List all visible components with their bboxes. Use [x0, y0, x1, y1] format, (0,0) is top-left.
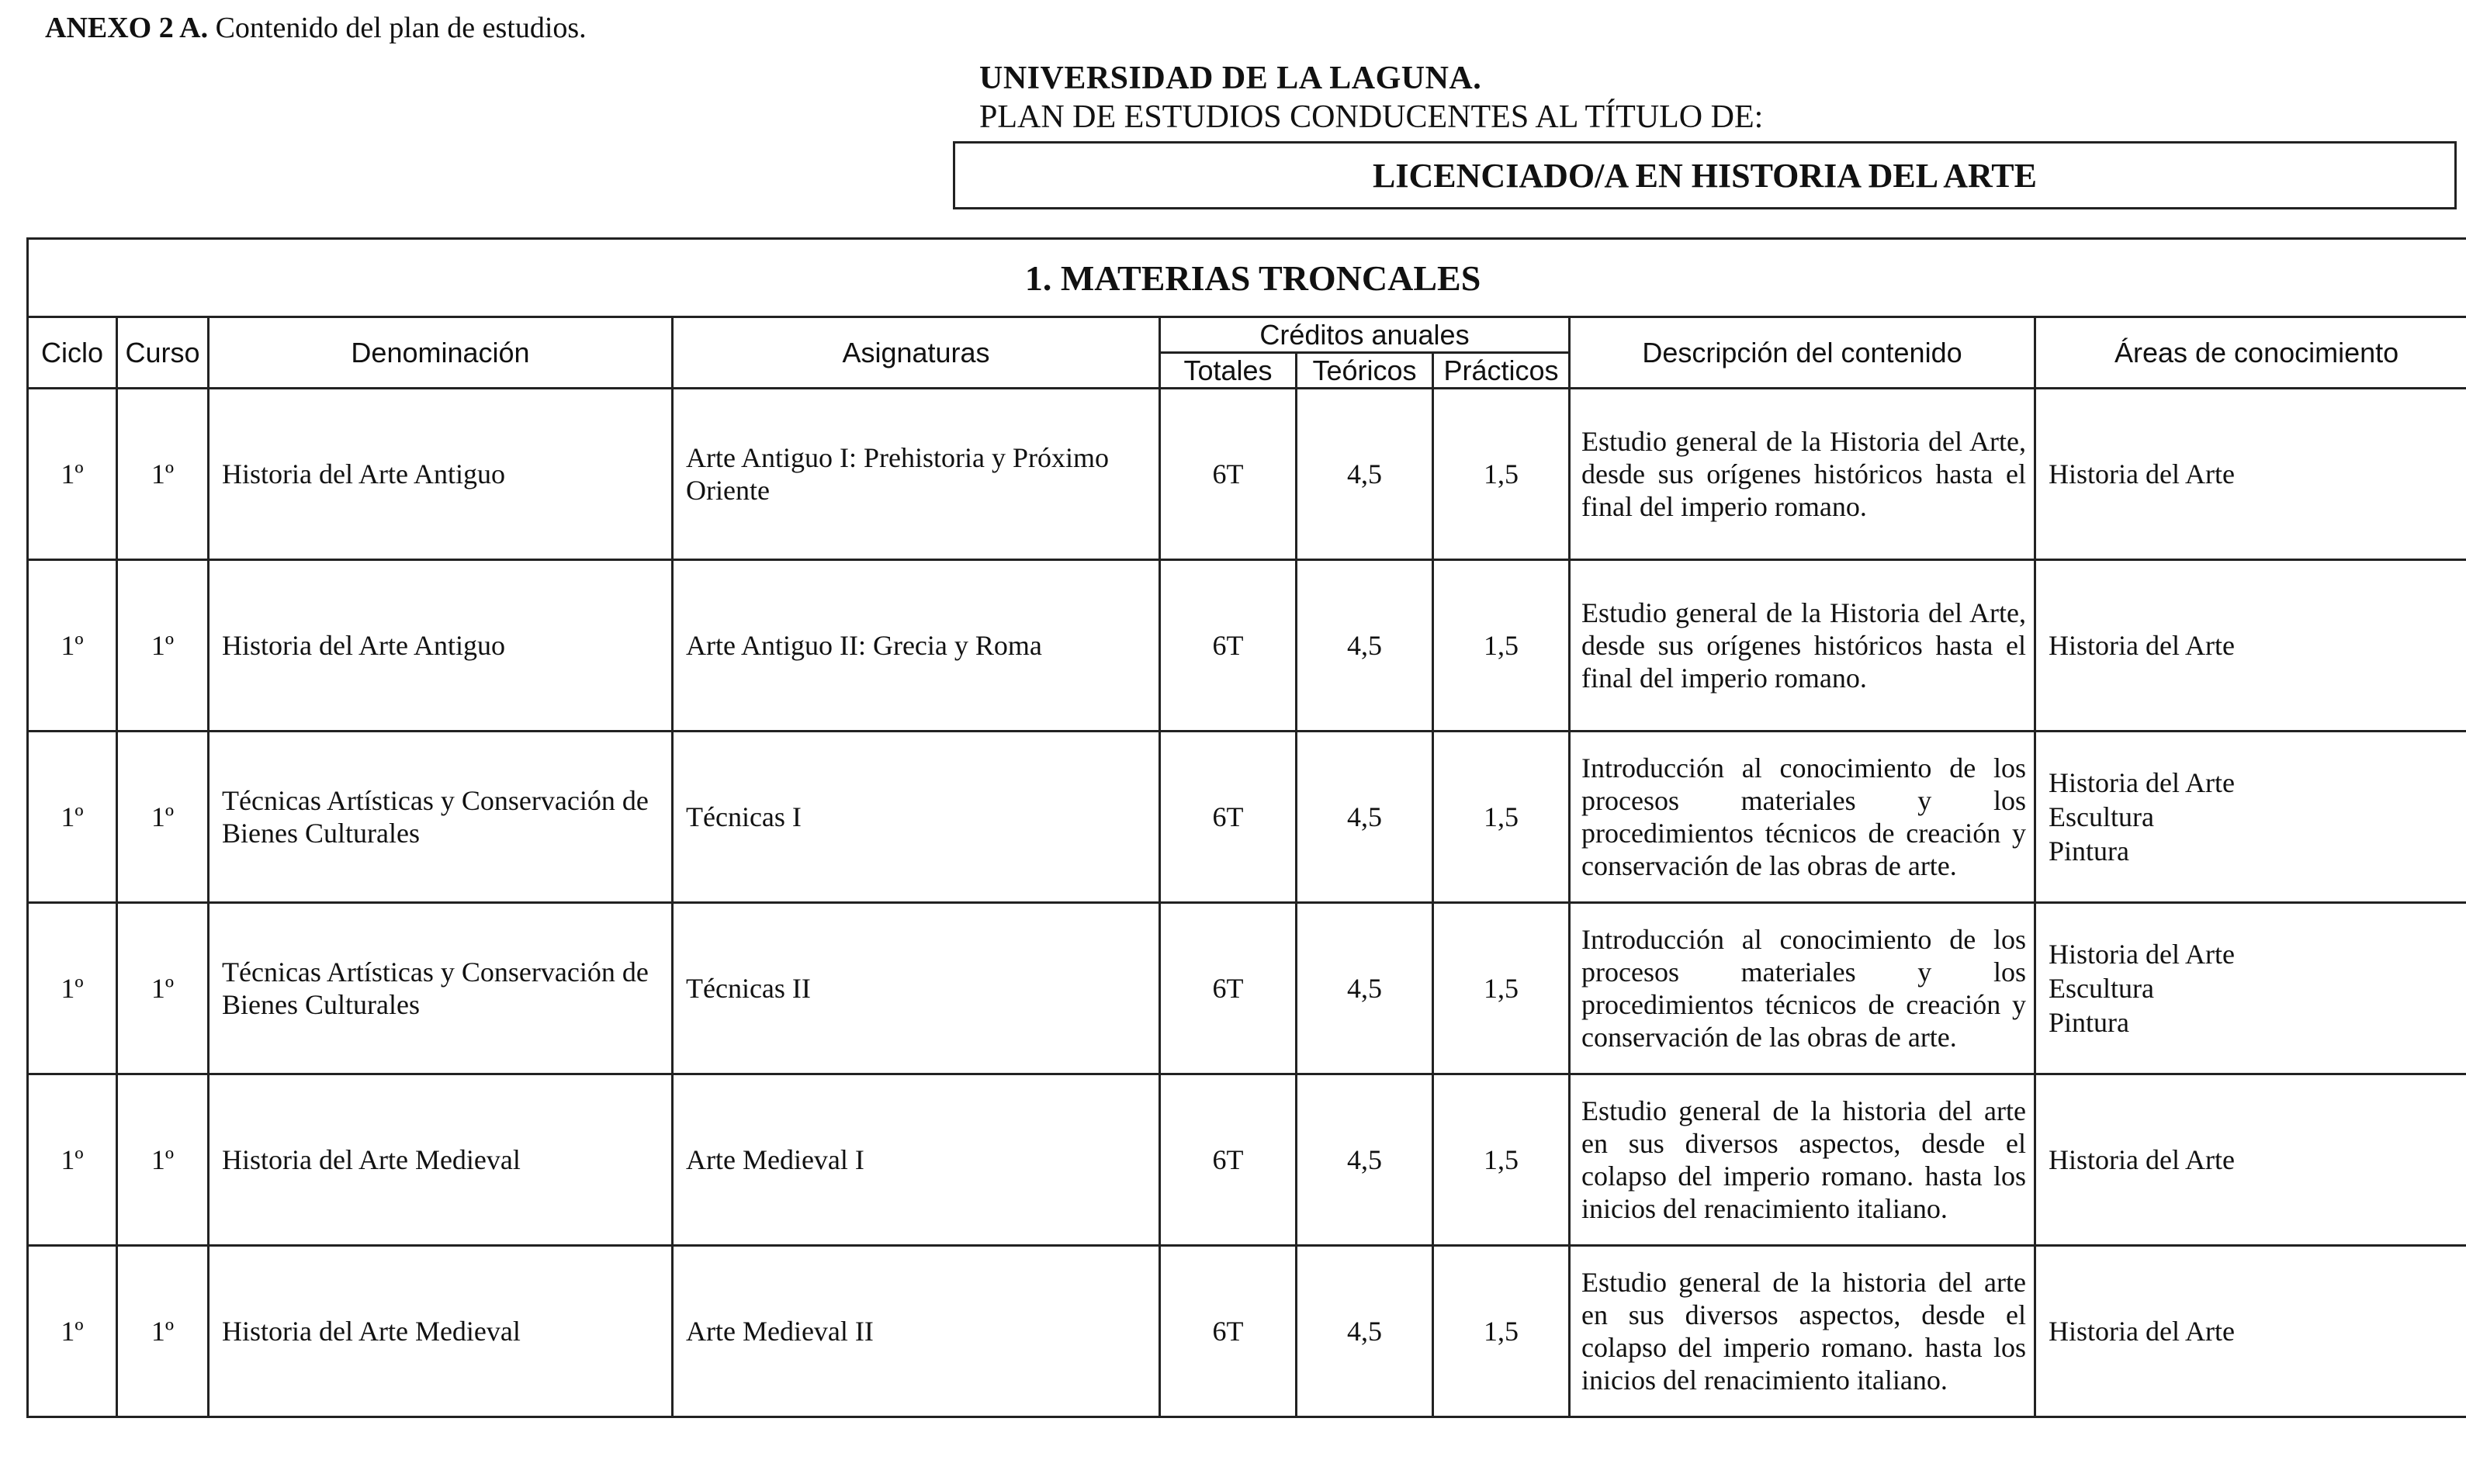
cell-denominacion: Historia del Arte Antiguo — [209, 560, 673, 732]
section-title: 1. MATERIAS TRONCALES — [28, 239, 2466, 317]
cell-asignatura: Técnicas II — [673, 903, 1160, 1074]
area-item: Escultura — [2049, 973, 2154, 1004]
cell-curso: 1º — [117, 1246, 209, 1417]
subjects-table — [26, 237, 2466, 1418]
cell-asignatura: Arte Medieval I — [673, 1074, 1160, 1246]
area-item: Historia del Arte — [2049, 767, 2235, 798]
cell-teoricos: 4,5 — [1297, 903, 1433, 1074]
cell-ciclo: 1º — [28, 1074, 117, 1246]
cell-practicos: 1,5 — [1433, 389, 1570, 560]
table-row — [28, 560, 2466, 732]
cell-denominacion: Historia del Arte Medieval — [209, 1074, 673, 1246]
header-areas: Áreas de conocimiento — [2035, 317, 2466, 389]
university-name: UNIVERSIDAD DE LA LAGUNA. — [979, 61, 1482, 96]
annex-heading — [45, 9, 587, 47]
area-item: Historia del Arte — [2049, 939, 2235, 970]
area-item: Historia del Arte — [2049, 1144, 2235, 1175]
cell-practicos: 1,5 — [1433, 1246, 1570, 1417]
cell-asignatura: Arte Medieval II — [673, 1246, 1160, 1417]
cell-teoricos: 4,5 — [1297, 389, 1433, 560]
header-practicos: Prácticos — [1433, 353, 1570, 389]
area-item: Historia del Arte — [2049, 1316, 2235, 1347]
cell-practicos: 1,5 — [1433, 732, 1570, 903]
cell-areas — [2035, 903, 2466, 1074]
plan-line: PLAN DE ESTUDIOS CONDUCENTES AL TÍTULO DE: — [979, 99, 1764, 135]
cell-denominacion: Técnicas Artísticas y Conservación de Bienes Culturales — [209, 903, 673, 1074]
cell-totales: 6T — [1160, 389, 1297, 560]
cell-teoricos: 4,5 — [1297, 732, 1433, 903]
cell-asignatura: Técnicas I — [673, 732, 1160, 903]
table-row — [28, 389, 2466, 560]
cell-denominacion: Historia del Arte Antiguo — [209, 389, 673, 560]
cell-descripcion: Estudio general de la historia del arte en sus diversos aspectos, desde el colapso del imperio romano. hasta los inicios del renacimiento italiano. — [1570, 1246, 2035, 1417]
cell-descripcion: Estudio general de la Historia del Arte, desde sus orígenes históricos hasta el final del imperio romano. — [1570, 560, 2035, 732]
cell-ciclo: 1º — [28, 1246, 117, 1417]
cell-totales: 6T — [1160, 560, 1297, 732]
cell-denominacion: Técnicas Artísticas y Conservación de Bienes Culturales — [209, 732, 673, 903]
area-item: Pintura — [2049, 1007, 2129, 1038]
cell-teoricos: 4,5 — [1297, 560, 1433, 732]
area-item: Historia del Arte — [2049, 630, 2235, 661]
cell-practicos: 1,5 — [1433, 1074, 1570, 1246]
cell-denominacion: Historia del Arte Medieval — [209, 1246, 673, 1417]
cell-areas — [2035, 732, 2466, 903]
cell-ciclo: 1º — [28, 903, 117, 1074]
cell-totales: 6T — [1160, 1074, 1297, 1246]
cell-descripcion: Introducción al conocimiento de los procesos materiales y los procedimientos técnicos de creación y conservación de las obras de arte. — [1570, 903, 2035, 1074]
cell-curso: 1º — [117, 1074, 209, 1246]
table-row — [28, 732, 2466, 903]
cell-ciclo: 1º — [28, 560, 117, 732]
cell-descripcion: Estudio general de la historia del arte en sus diversos aspectos, desde el colapso del imperio romano. hasta los inicios del renacimiento italiano. — [1570, 1074, 2035, 1246]
cell-totales: 6T — [1160, 732, 1297, 903]
cell-asignatura: Arte Antiguo I: Prehistoria y Próximo Oriente — [673, 389, 1160, 560]
degree-title: LICENCIADO/A EN HISTORIA DEL ARTE — [953, 141, 2457, 209]
cell-teoricos: 4,5 — [1297, 1074, 1433, 1246]
cell-totales: 6T — [1160, 903, 1297, 1074]
header-descripcion: Descripción del contenido — [1570, 317, 2035, 389]
cell-areas — [2035, 560, 2466, 732]
table-row — [28, 1246, 2466, 1417]
annex-text: Contenido del plan de estudios. — [215, 12, 587, 44]
cell-descripcion: Estudio general de la Historia del Arte, desde sus orígenes históricos hasta el final del imperio romano. — [1570, 389, 2035, 560]
header-creditos: Créditos anuales — [1160, 317, 1570, 353]
cell-ciclo: 1º — [28, 732, 117, 903]
area-item: Historia del Arte — [2049, 458, 2235, 489]
university-block — [979, 59, 1763, 137]
header-ciclo: Ciclo — [28, 317, 117, 389]
header-teoricos: Teóricos — [1297, 353, 1433, 389]
cell-teoricos: 4,5 — [1297, 1246, 1433, 1417]
cell-areas — [2035, 1074, 2466, 1246]
area-item: Escultura — [2049, 801, 2154, 832]
annex-label: ANEXO 2 A. — [45, 12, 209, 44]
header-totales: Totales — [1160, 353, 1297, 389]
area-item: Pintura — [2049, 835, 2129, 867]
cell-asignatura: Arte Antiguo II: Grecia y Roma — [673, 560, 1160, 732]
cell-totales: 6T — [1160, 1246, 1297, 1417]
cell-curso: 1º — [117, 560, 209, 732]
cell-areas — [2035, 389, 2466, 560]
cell-curso: 1º — [117, 389, 209, 560]
cell-areas — [2035, 1246, 2466, 1417]
table-row — [28, 1074, 2466, 1246]
cell-practicos: 1,5 — [1433, 560, 1570, 732]
table-row — [28, 903, 2466, 1074]
header-denominacion: Denominación — [209, 317, 673, 389]
cell-ciclo: 1º — [28, 389, 117, 560]
header-curso: Curso — [117, 317, 209, 389]
cell-curso: 1º — [117, 732, 209, 903]
cell-practicos: 1,5 — [1433, 903, 1570, 1074]
cell-descripcion: Introducción al conocimiento de los procesos materiales y los procedimientos técnicos de creación y conservación de las obras de arte. — [1570, 732, 2035, 903]
cell-curso: 1º — [117, 903, 209, 1074]
header-asignaturas: Asignaturas — [673, 317, 1160, 389]
